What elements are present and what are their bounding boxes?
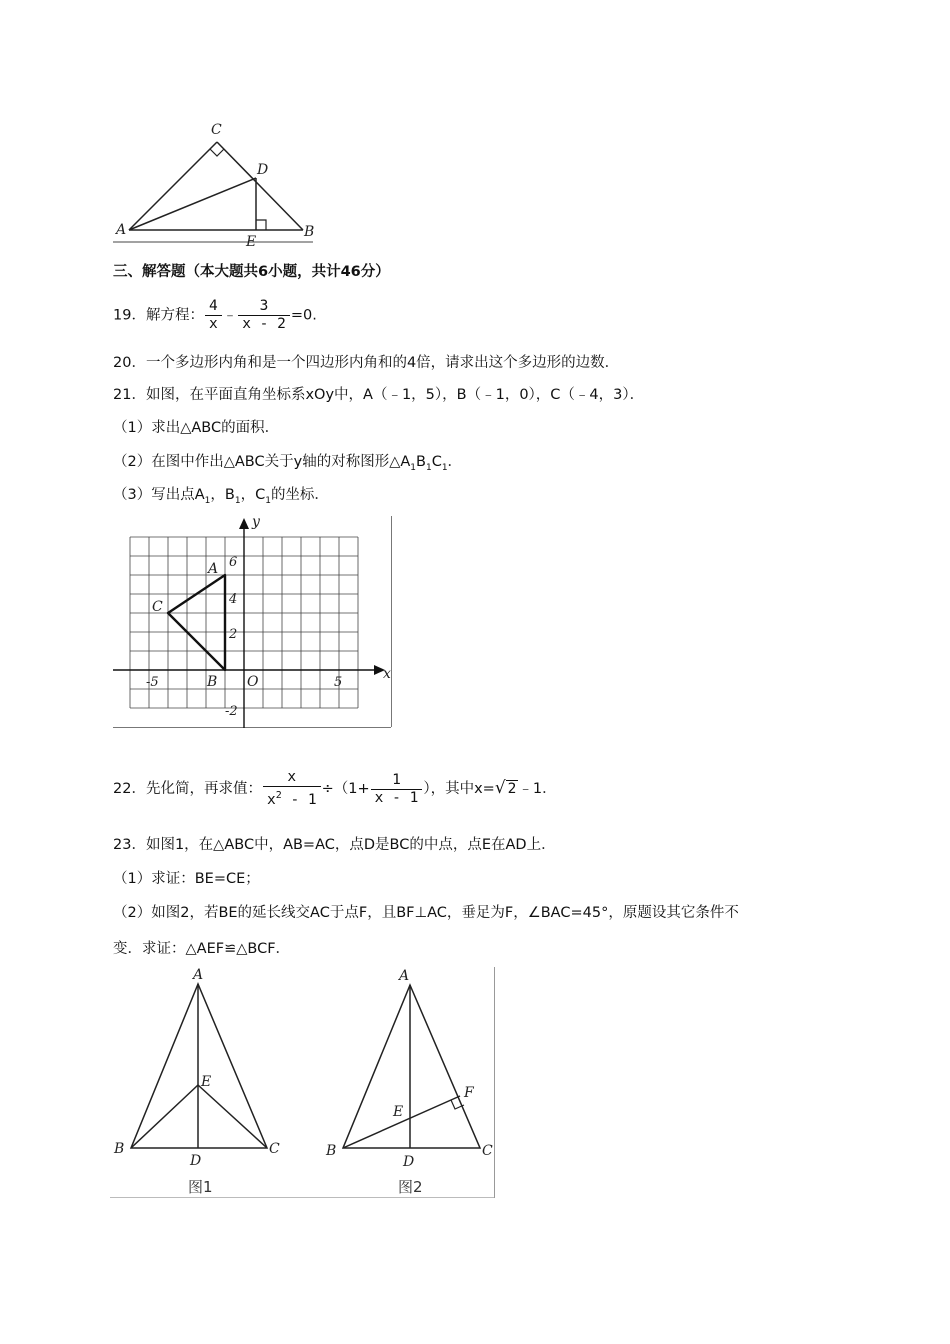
sqrt-symbol: √: [494, 778, 506, 798]
tick-6: 6: [229, 555, 238, 570]
question-21-stem: 21．如图，在平面直角坐标系xOy中，A（﹣1，5），B（﹣1，0），C（﹣4，3）．: [113, 387, 645, 403]
figure-2: [343, 985, 480, 1148]
right-angle-mark-e: [256, 220, 266, 230]
section-heading: 三、解答题（本大题共6小题，共计46分）: [113, 264, 390, 280]
fig1-label-e: E: [201, 1074, 212, 1090]
question-19: 19．解方程： $\frac{4}{x}$ ﹣ $\frac{3}{x - 2}$ =0.: [113, 298, 317, 332]
fig1-segment-be: [131, 1085, 198, 1148]
triangle-abc: [168, 575, 225, 670]
fig1-label-b: B: [114, 1141, 125, 1157]
label-a: A: [208, 561, 219, 577]
fig1-triangle-abc: [131, 984, 267, 1148]
label-y: y: [252, 516, 260, 530]
fig2-label-b: B: [326, 1143, 337, 1159]
fig1-caption: 图1: [188, 1178, 213, 1196]
label-b: B: [207, 674, 218, 690]
q19-prefix: 19．解方程：: [113, 307, 204, 324]
q19-fraction-2: $\frac{3}{x - 2}$: [238, 298, 290, 333]
fig1-label-d: D: [190, 1153, 202, 1169]
tick-2: 2: [229, 627, 238, 642]
right-angle-mark-c: [210, 149, 224, 156]
tick-5: 5: [334, 675, 343, 690]
tick-4: 4: [229, 592, 238, 607]
tick-neg-5: -5: [146, 675, 159, 690]
segment-cb: [217, 142, 303, 230]
top-triangle-figure: [113, 118, 318, 250]
tick-neg-2: -2: [225, 704, 238, 719]
q19-fraction-1: $\frac{4}{x}$: [205, 298, 222, 333]
fig2-caption: 图2: [398, 1178, 423, 1196]
figures-1-2: [110, 965, 500, 1200]
label-x: x: [383, 666, 391, 682]
figure-1: [131, 984, 267, 1148]
question-22: 22．先化简，再求值： $\frac{x}{x^2 - 1}$ ÷（1+ $\frac{1}{x - 1}$ ），其中x=√ 2 ﹣1．: [113, 769, 557, 808]
y-axis-arrow: [239, 518, 249, 529]
question-21-part-1: （1）求出△ABC的面积．: [113, 420, 280, 436]
question-23-part-1: （1）求证：BE=CE；: [113, 871, 260, 887]
question-23-part-2: （2）如图2，若BE的延长线交AC于点F，且BF⊥AC，垂足为F，∠BAC=45°，原题设其它条件不: [113, 905, 739, 921]
question-21-part-3: （3）写出点$A_1$，$B_1$，$C_1$的坐标．: [113, 487, 329, 506]
question-23-part-2-cont: 变．求证：△AEF≌△BCF．: [113, 941, 291, 957]
label-c: C: [152, 599, 163, 615]
segment-ad: [129, 178, 256, 230]
fig2-label-c: C: [482, 1143, 493, 1159]
fig2-label-d: D: [403, 1154, 415, 1170]
fig1-label-c: C: [269, 1141, 280, 1157]
fig2-triangle-abc: [343, 985, 480, 1148]
question-20: 20．一个多边形内角和是一个四边形内角和的4倍，请求出这个多边形的边数．: [113, 355, 620, 371]
label-b: B: [304, 224, 315, 240]
fig1-label-a: A: [193, 967, 204, 983]
fig2-label-e: E: [393, 1104, 404, 1120]
label-d: D: [257, 162, 269, 178]
fig1-segment-ec: [198, 1085, 267, 1148]
fig2-label-f: F: [464, 1085, 474, 1101]
q22-fraction-2: $\frac{1}{x - 1}$: [371, 772, 423, 807]
label-c: C: [211, 122, 222, 138]
q22-fraction-1: $\frac{x}{x^2 - 1}$: [263, 769, 321, 809]
label-o: O: [247, 674, 259, 690]
coordinate-grid-figure: [113, 516, 393, 728]
sqrt-radicand: 2: [507, 781, 517, 797]
question-21-part-2: （2）在图中作出△ABC关于y轴的对称图形$\triangle A_1B_1C_1$．: [113, 454, 463, 473]
label-e: E: [246, 234, 257, 250]
segment-ac: [129, 142, 217, 230]
label-a: A: [116, 222, 127, 238]
question-23-stem: 23．如图1，在△ABC中，AB=AC，点D是BC的中点，点E在AD上．: [113, 837, 556, 853]
fig2-label-a: A: [399, 968, 410, 984]
